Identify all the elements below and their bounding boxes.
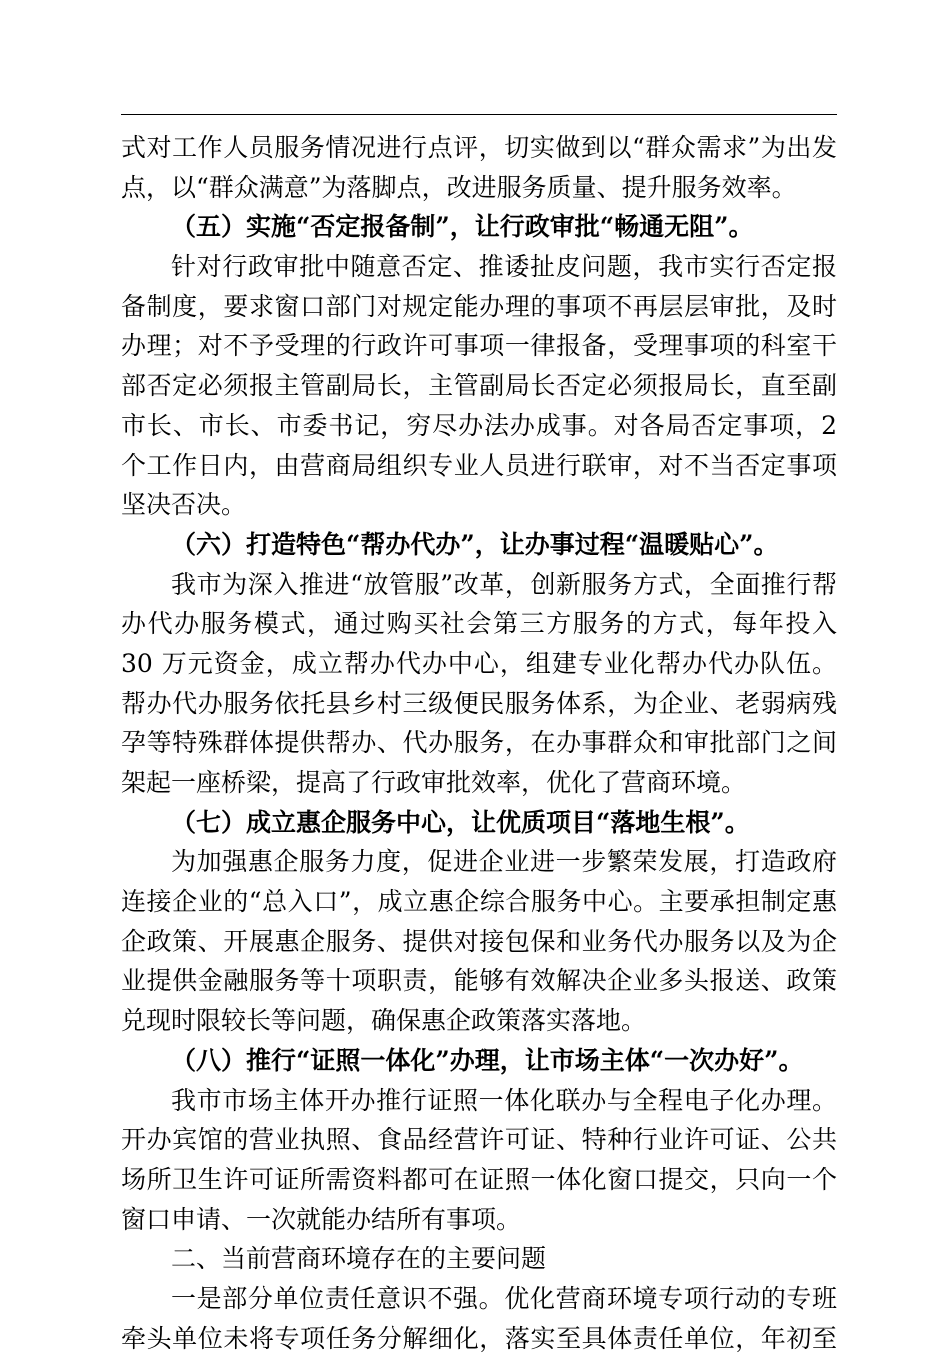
paragraph-line: 备制度，要求窗口部门对规定能办理的事项不再层层审批，及时 [121, 291, 837, 321]
paragraph-line: 办代办服务模式，通过购买社会第三方服务的方式，每年投入 [121, 609, 837, 639]
paragraph-line: 点，以“群众满意”为落脚点，改进服务质量、提升服务效率。 [121, 172, 797, 202]
paragraph-line: 个工作日内，由营商局组织专业人员进行联审，对不当否定事项 [121, 450, 837, 480]
document-body [121, 128, 837, 1358]
paragraph-line: 帮办代办服务依托县乡村三级便民服务体系，为企业、老弱病残 [121, 688, 837, 718]
paragraph-line: 开办宾馆的营业执照、食品经营许可证、特种行业许可证、公共 [121, 1125, 837, 1155]
paragraph-line: 我市为深入推进“放管服”改革，创新服务方式，全面推行帮 [171, 569, 837, 599]
paragraph-line: 办理；对不予受理的行政许可事项一律报备，受理事项的科室干 [121, 331, 837, 361]
section-heading-line: （六）打造特色“帮办代办”，让办事过程“温暖贴心”。 [171, 529, 779, 559]
section-heading-line: （五）实施“否定报备制”，让行政审批“畅通无阻”。 [171, 212, 754, 242]
paragraph-line: 二、当前营商环境存在的主要问题 [171, 1244, 547, 1274]
paragraph-line: 市长、市长、市委书记，穷尽办法办成事。对各局否定事项，2 [121, 410, 837, 440]
paragraph-line: 场所卫生许可证所需资料都可在证照一体化窗口提交，只向一个 [121, 1164, 837, 1194]
paragraph-line: 30 万元资金，成立帮办代办中心，组建专业化帮办代办队伍。 [121, 648, 837, 678]
paragraph-line: 部否定必须报主管副局长，主管副局长否定必须报局长，直至副 [121, 371, 837, 401]
paragraph-line: 孕等特殊群体提供帮办、代办服务，在办事群众和审批部门之间 [121, 728, 837, 758]
paragraph-line: 业提供金融服务等十项职责，能够有效解决企业多头报送、政策 [121, 966, 837, 996]
paragraph-line: 一是部分单位责任意识不强。优化营商环境专项行动的专班 [171, 1283, 837, 1313]
paragraph-line: 连接企业的“总入口”，成立惠企综合服务中心。主要承担制定惠 [121, 887, 837, 917]
header-rule [121, 114, 837, 115]
section-heading-line: （八）推行“证照一体化”办理，让市场主体“一次办好”。 [171, 1045, 804, 1075]
paragraph-line: 企政策、开展惠企服务、提供对接包保和业务代办服务以及为企 [121, 926, 837, 956]
paragraph-line: 式对工作人员服务情况进行点评，切实做到以“群众需求”为出发 [121, 133, 837, 162]
paragraph-line: 坚决否决。 [121, 490, 247, 520]
paragraph-line: 窗口申请、一次就能办结所有事项。 [121, 1204, 522, 1234]
paragraph-line: 针对行政审批中随意否定、推诿扯皮问题，我市实行否定报 [171, 252, 837, 282]
paragraph-line: 架起一座桥梁，提高了行政审批效率，优化了营商环境。 [121, 768, 747, 797]
paragraph-line: 牵头单位未将专项任务分解细化，落实至具体责任单位，年初至 [121, 1323, 837, 1353]
section-heading-line: （七）成立惠企服务中心，让优质项目“落地生根”。 [171, 807, 750, 837]
paragraph-line: 兑现时限较长等问题，确保惠企政策落实落地。 [121, 1006, 647, 1036]
paragraph-line: 为加强惠企服务力度，促进企业进一步繁荣发展，打造政府 [171, 847, 837, 877]
paragraph-line: 我市市场主体开办推行证照一体化联办与全程电子化办理。 [171, 1085, 837, 1115]
